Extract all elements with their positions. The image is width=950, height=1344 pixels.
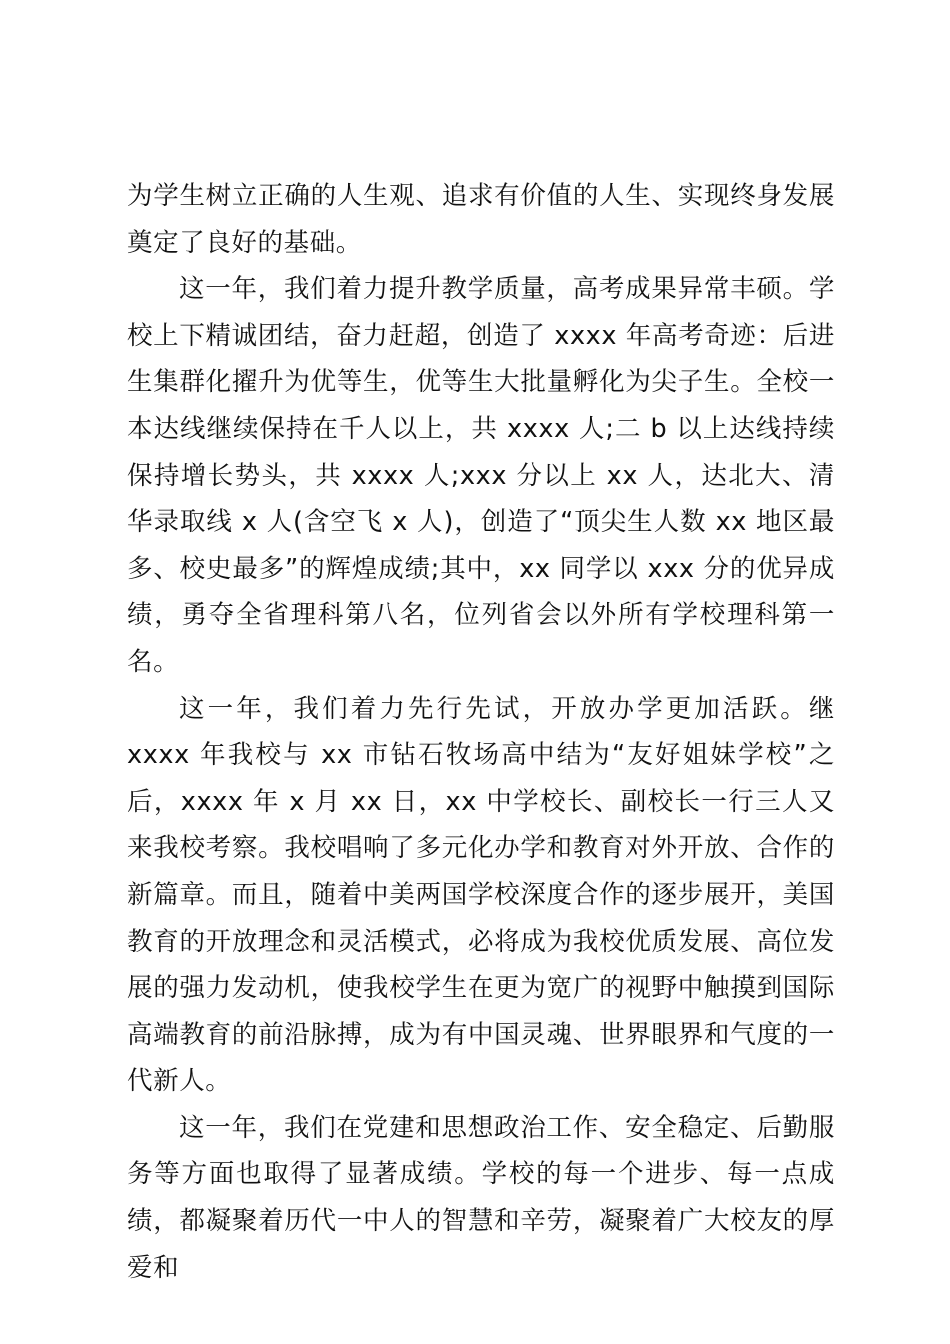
paragraph-4: 这一年，我们在党建和思想政治工作、安全稳定、后勤服务等方面也取得了显著成绩。学校的每一个进步、每一点成绩，都凝聚着历代一中人的智慧和辛劳，凝聚着广大校友的厚爱和: [127, 1112, 835, 1283]
document-body: [127, 173, 835, 1291]
paragraph-1: 为学生树立正确的人生观、追求有价值的人生、实现终身发展奠定了良好的基础。: [127, 181, 835, 258]
paragraph-2: 这一年，我们着力提升教学质量，高考成果异常丰硕。学校上下精诚团结，奋力赶超，创造了 xxxx 年高考奇迹：后进生集群化擢升为优等生，优等生大批量孵化为尖子生。全校一本达线继续保持在千人以上，共 xxxx 人;二 b 以上达线持续保持增长势头，共 xxxx 人;xxx 分以上 xx 人，达北大、清华录取线 x 人(含空飞 x 人)，创造了“顶尖生人数 xx 地区最多、校史最多”的辉煌成绩;其中，xx 同学以 xxx 分的优异成绩，勇夺全省理科第八名，位列省会以外所有学校理科第一名。: [127, 274, 835, 677]
paragraph-3: 这一年，我们着力先行先试，开放办学更加活跃。继 xxxx 年我校与 xx 市钻石牧场高中结为“友好姐妹学校”之后，xxxx 年 x 月 xx 日，xx 中学校长、副校长一行三人又来我校考察。我校唱响了多元化办学和教育对外开放、合作的新篇章。而且，随着中美两国学校深度合作的逐步展开，美国教育的开放理念和灵活模式，必将成为我校优质发展、高位发展的强力发动机，使我校学生在更为宽广的视野中触摸到国际高端教育的前沿脉搏，成为有中国灵魂、世界眼界和气度的一代新人。: [127, 693, 835, 1097]
